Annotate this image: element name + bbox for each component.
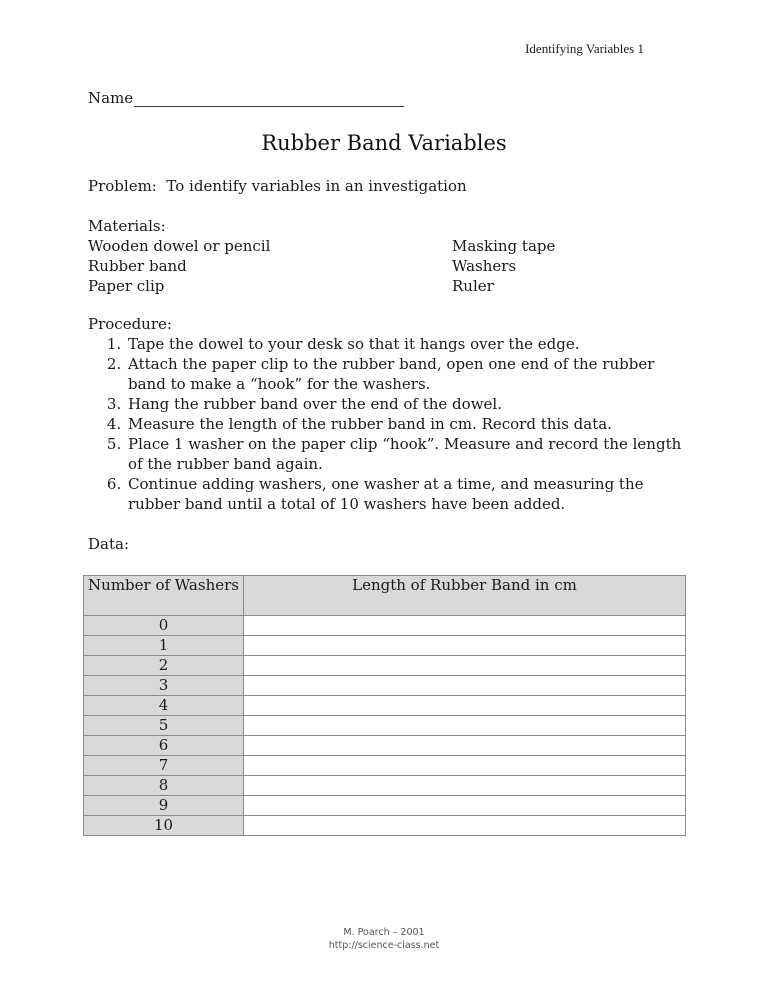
material-item: Rubber band <box>88 257 187 275</box>
materials-label: Materials: <box>88 217 166 235</box>
washer-count-cell: 3 <box>84 676 244 696</box>
page-title: Rubber Band Variables <box>261 131 507 155</box>
data-table <box>83 575 686 836</box>
length-entry-cell[interactable] <box>244 636 686 656</box>
washer-count-cell: 7 <box>84 756 244 776</box>
problem-text: To identify variables in an investigation <box>166 177 467 195</box>
procedure-step: 5. Place 1 washer on the paper clip “hook”. Measure and record the length of the rubber band again. <box>126 434 688 474</box>
length-entry-cell[interactable] <box>244 816 686 836</box>
table-row <box>84 796 686 816</box>
page-footer <box>0 926 768 952</box>
length-entry-cell[interactable] <box>244 656 686 676</box>
footer-url: http://science-class.net <box>328 940 440 951</box>
table-row <box>84 696 686 716</box>
table-header-row <box>84 576 686 616</box>
length-entry-cell[interactable] <box>244 756 686 776</box>
material-item: Paper clip <box>88 277 165 295</box>
table-row <box>84 776 686 796</box>
table-row <box>84 616 686 636</box>
procedure-step: 2. Attach the paper clip to the rubber band, open one end of the rubber band to make a “hook” for the washers. <box>126 354 688 394</box>
procedure-label: Procedure: <box>88 315 172 333</box>
procedure-section <box>88 314 688 514</box>
header-length: Length of Rubber Band in cm <box>244 576 686 616</box>
page-header: Identifying Variables 1 <box>525 41 644 56</box>
washer-count-cell: 5 <box>84 716 244 736</box>
length-entry-cell[interactable] <box>244 776 686 796</box>
washer-count-cell: 0 <box>84 616 244 636</box>
table-row <box>84 816 686 836</box>
materials-left-column <box>88 236 270 296</box>
washer-count-cell: 9 <box>84 796 244 816</box>
footer-author: M. Poarch – 2001 <box>343 927 425 938</box>
length-entry-cell[interactable] <box>244 716 686 736</box>
length-entry-cell[interactable] <box>244 616 686 636</box>
washer-count-cell: 6 <box>84 736 244 756</box>
length-entry-cell[interactable] <box>244 736 686 756</box>
table-row <box>84 716 686 736</box>
length-entry-cell[interactable] <box>244 676 686 696</box>
name-field <box>88 89 404 107</box>
length-entry-cell[interactable] <box>244 696 686 716</box>
procedure-step: 3. Hang the rubber band over the end of the dowel. <box>126 394 688 414</box>
materials-section <box>88 216 688 295</box>
problem-section <box>88 177 467 195</box>
material-item: Wooden dowel or pencil <box>88 237 271 255</box>
material-item: Ruler <box>452 277 494 295</box>
material-item: Washers <box>452 257 517 275</box>
table-row <box>84 656 686 676</box>
procedure-step: 6. Continue adding washers, one washer at a time, and measuring the rubber band until a total of 10 washers have been added. <box>126 474 688 514</box>
materials-right-column <box>452 236 555 296</box>
material-item: Masking tape <box>452 237 556 255</box>
table-row <box>84 736 686 756</box>
procedure-step: 4. Measure the length of the rubber band in cm. Record this data. <box>126 414 688 434</box>
washer-count-cell: 4 <box>84 696 244 716</box>
header-number-of-washers: Number of Washers <box>84 576 244 616</box>
washer-count-cell: 2 <box>84 656 244 676</box>
problem-label: Problem: <box>88 177 157 195</box>
washer-count-cell: 10 <box>84 816 244 836</box>
name-label: Name <box>88 89 134 107</box>
data-label: Data: <box>88 535 129 553</box>
name-blank-line[interactable] <box>134 90 404 107</box>
washer-count-cell: 1 <box>84 636 244 656</box>
procedure-steps <box>88 334 688 514</box>
procedure-step: 1. Tape the dowel to your desk so that it hangs over the edge. <box>126 334 688 354</box>
table-row <box>84 636 686 656</box>
length-entry-cell[interactable] <box>244 796 686 816</box>
table-row <box>84 756 686 776</box>
table-row <box>84 676 686 696</box>
washer-count-cell: 8 <box>84 776 244 796</box>
